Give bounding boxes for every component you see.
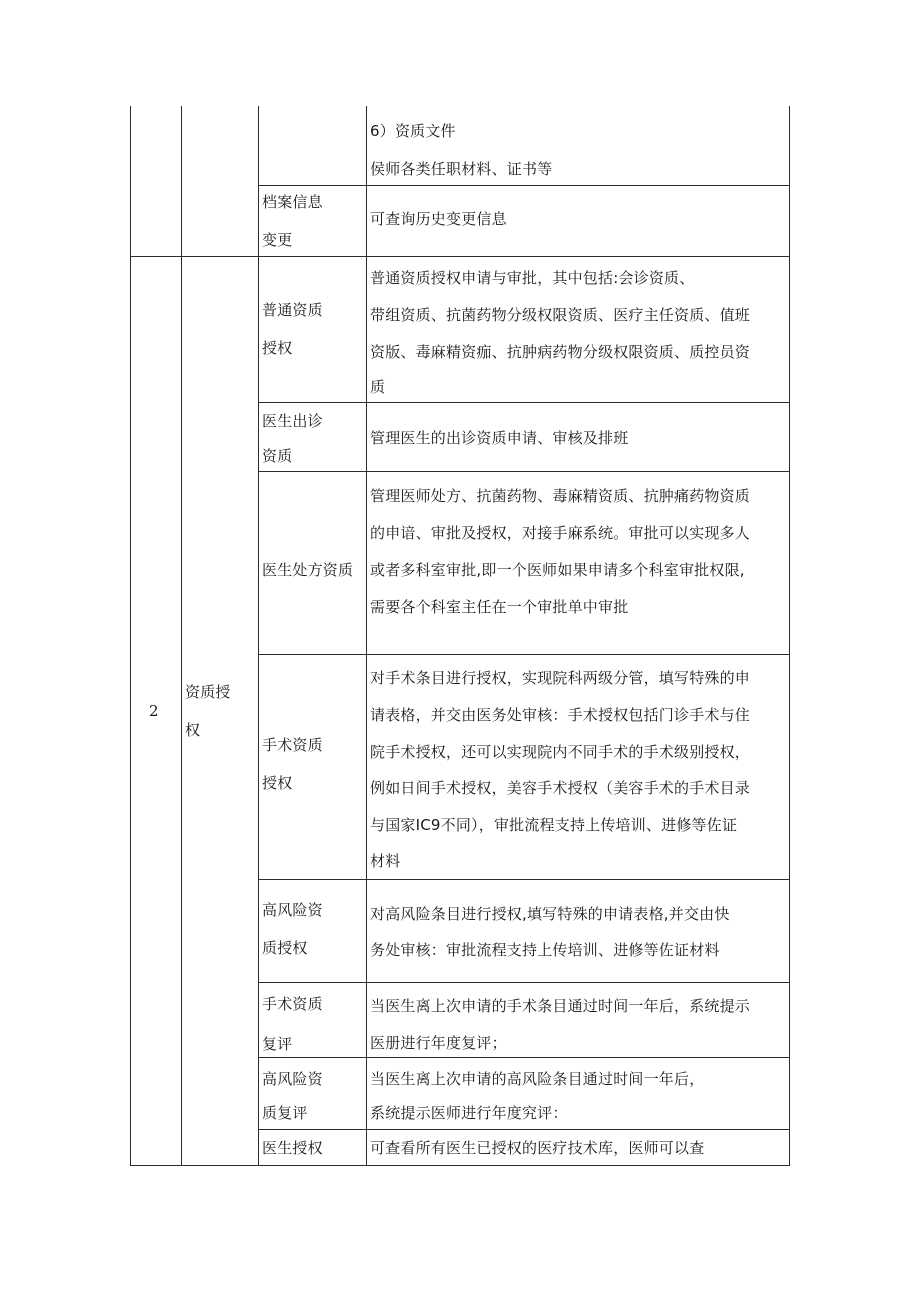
content-line: 务处审核：审批流程支持上传培训、进修等佐证材料: [370, 941, 720, 959]
item-name-line: 档案信息: [262, 193, 323, 211]
content-line: 系统提示医师进行年度究评：: [370, 1104, 568, 1122]
item-name-line: 医生出诊: [262, 412, 323, 430]
content-line: 带组资质、抗菌药物分级权限资质、医疗主任资质、值班: [370, 306, 751, 324]
content-line: 需要各个科室主任在一个审批单中审批: [370, 598, 629, 616]
row-divider: [258, 879, 790, 880]
item-name-line: 授权: [262, 774, 293, 792]
content-line: 普通资质授权申请与审批，其中包括:会诊资质、: [370, 269, 695, 287]
group-divider: [130, 256, 790, 257]
content-line: 材料: [370, 852, 401, 870]
row-divider: [258, 471, 790, 472]
item-name-line: 复评: [262, 1035, 293, 1053]
item-name-line: 医生处方资质: [262, 561, 354, 579]
content-line: 与国家IC9不同），审批流程支持上传培训、进修等佐证: [370, 816, 738, 834]
item-name-line: 变更: [262, 231, 293, 249]
item-name-line: 高风险资: [262, 901, 323, 919]
module-name-line: 权: [185, 721, 201, 739]
item-name-line: 手术资质: [262, 995, 323, 1013]
item-name-line: 普通资质: [262, 301, 323, 319]
item-name-line: 资质: [262, 447, 293, 465]
content-line: 资版、毒麻精资痂、抗肿病药物分级权限资质、质控员资: [370, 343, 751, 361]
content-line: 管理医师处方、抗菌药物、毒麻精资质、抗肿痛药物资质: [370, 487, 751, 505]
table-border-right: [789, 106, 790, 1165]
col-divider-1: [181, 106, 182, 1165]
item-name-line: 授权: [262, 339, 293, 357]
item-name-line: 高风险资: [262, 1070, 323, 1088]
content-line: 对高风险条目进行授权,填写特殊的申请表格,并交由快: [370, 905, 730, 923]
row-number-2: 2: [149, 702, 159, 720]
col-divider-3: [366, 106, 367, 1165]
row-divider: [258, 402, 790, 403]
content-line: 6）资质文件: [370, 122, 456, 140]
item-name-line: 医生授权: [262, 1139, 323, 1157]
content-line: 医册进行年度复评；: [370, 1034, 507, 1052]
content-line: 侯师各类任职材料、证书等: [370, 160, 553, 178]
content-line: 院手术授权，还可以实现院内不同手术的手术级别授权，: [370, 743, 751, 761]
content-line: 当医生离上次申请的手术条目通过时间一年后，系统提示: [370, 997, 751, 1015]
item-name-line: 质复评: [262, 1104, 308, 1122]
content-line: 请表格，并交由医务处审核：手术授权包括门诊手术与住: [370, 706, 751, 724]
row-divider: [258, 982, 790, 983]
module-name-line: 资质授: [185, 683, 231, 701]
row-divider: [258, 654, 790, 655]
content-line: 或者多科室审批,即一个医师如果申请多个科室审批权限,: [370, 561, 745, 579]
item-name-line: 质授权: [262, 939, 308, 957]
content-line: 当医生离上次申请的高风险条目通过时间一年后，: [370, 1070, 705, 1088]
content-line: 对手术条目进行授权，实现院科两级分管，填写特殊的申: [370, 669, 751, 687]
item-name-line: 手术资质: [262, 736, 323, 754]
content-line: 例如日间手术授权，美容手术授权（美容手术的手术目录: [370, 779, 751, 797]
content-line: 可查询历史变更信息: [370, 210, 507, 228]
content-line: 可查看所有医生已授权的医疗技术库，医师可以查: [370, 1139, 705, 1157]
table-border-left: [130, 106, 131, 1165]
content-line: 质: [370, 378, 386, 396]
content-line: 的申谙、审批及授权，对接手麻系统。审批可以实现多人: [370, 524, 751, 542]
col-divider-2: [258, 106, 259, 1165]
content-line: 管理医生的出诊资质申请、审核及排班: [370, 429, 629, 447]
row-divider: [258, 1057, 790, 1058]
